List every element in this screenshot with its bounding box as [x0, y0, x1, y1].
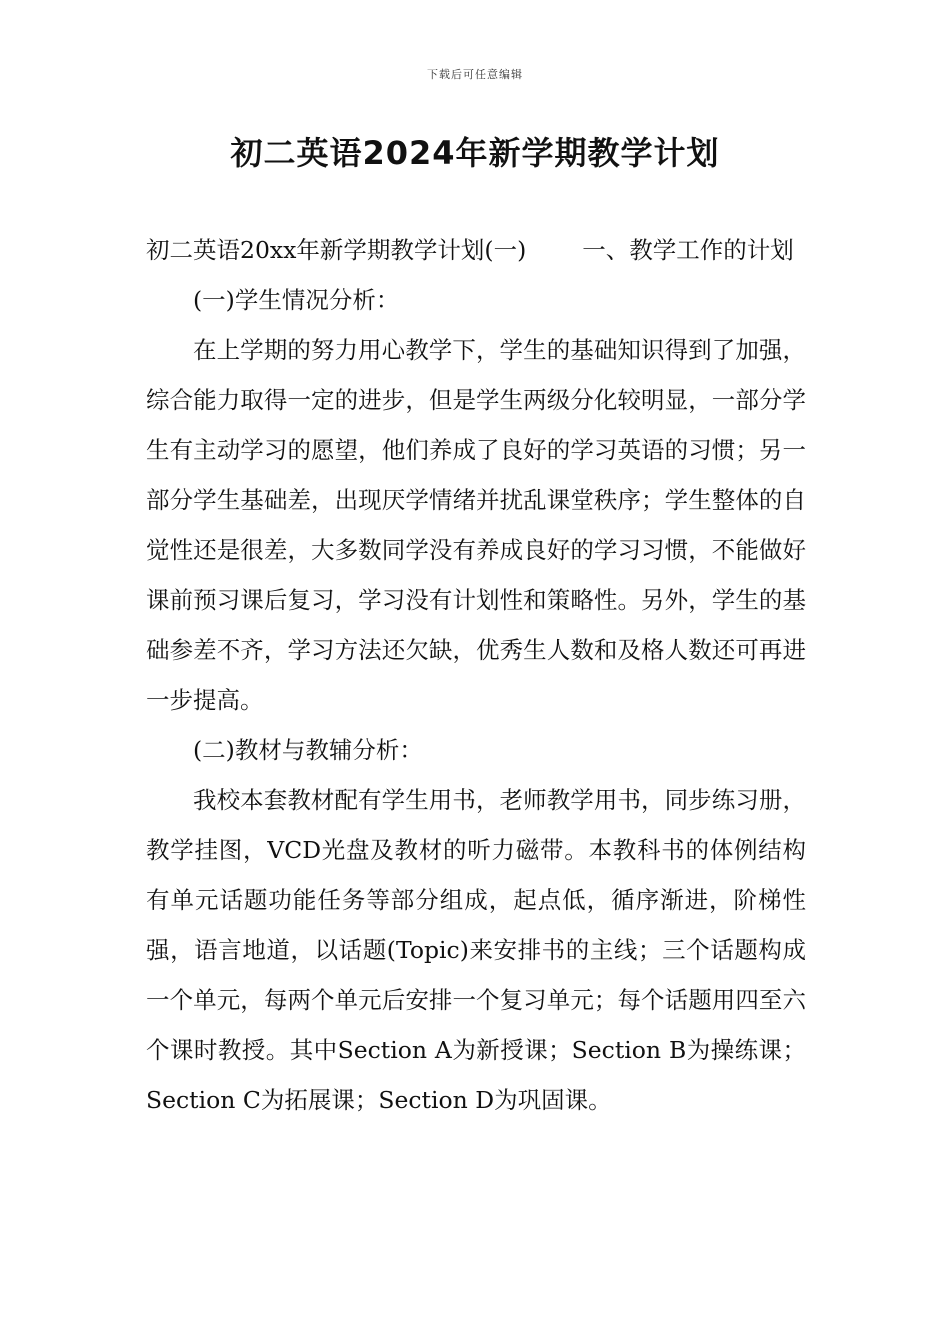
intro-part2: 一、教学工作的计划: [582, 236, 794, 264]
document-body: [146, 225, 806, 1125]
section2-heading: (二)教材与教辅分析：: [193, 736, 423, 764]
document-title: 初二英语2024年新学期教学计划: [230, 134, 720, 172]
section2-body: 我校本套教材配有学生用书，老师教学用书，同步练习册，教学挂图，VCD光盘及教材的听力磁带。本教科书的体例结构有单元话题功能任务等部分组成，起点低，循序渐进，阶梯性强，语言地道，以话题(Topic)来安排书的主线；三个话题构成一个单元，每两个单元后安排一个复习单元；每个话题用四至六个课时教授。其中Section A为新授课；Section B为操练课；Section C为拓展课；Section D为巩固课。: [146, 786, 806, 1114]
intro-part1: 初二英语20xx年新学期教学计划(一): [146, 236, 527, 264]
section1-body: 在上学期的努力用心教学下，学生的基础知识得到了加强，综合能力取得一定的进步，但是学生两级分化较明显，一部分学生有主动学习的愿望，他们养成了良好的学习英语的习惯；另一部分学生基础差，出现厌学情绪并扰乱课堂秩序；学生整体的自觉性还是很差，大多数同学没有养成良好的学习习惯，不能做好课前预习课后复习，学习没有计划性和策略性。另外，学生的基础参差不齐，学习方法还欠缺，优秀生人数和及格人数还可再进一步提高。: [146, 336, 806, 714]
header-note: 下载后可任意编辑: [427, 68, 523, 81]
intro-paragraph: [146, 225, 806, 275]
section1-heading: (一)学生情况分析：: [193, 286, 400, 314]
